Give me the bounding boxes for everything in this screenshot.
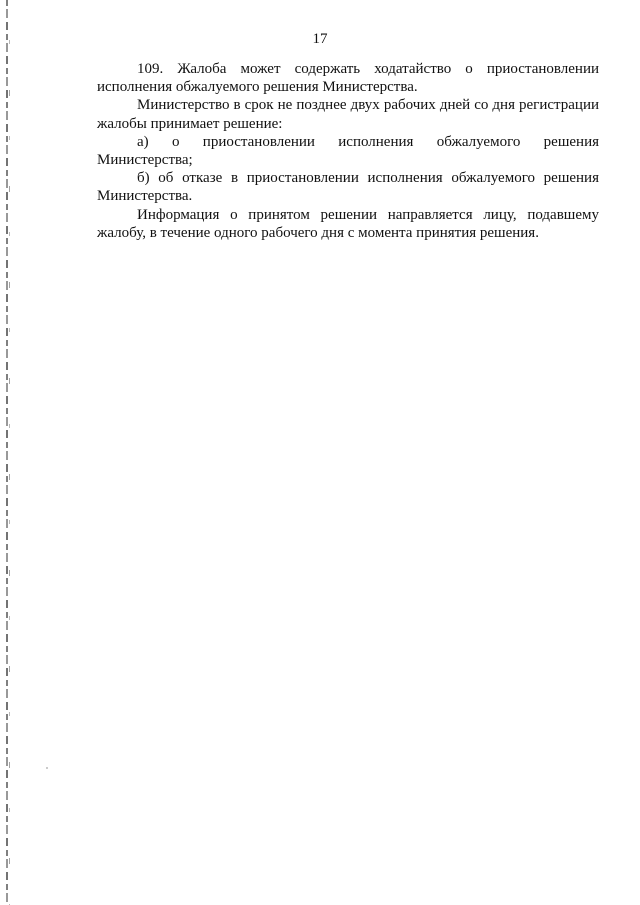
scan-binding-edge (6, 0, 8, 905)
page-number: 17 (312, 31, 328, 47)
document-body (97, 60, 599, 242)
scan-speck (46, 767, 48, 769)
paragraph-notification: Информация о принятом решении направляется лицу, подавшему жалобу, в течение одного рабочего дня с момента принятия решения. (97, 206, 599, 241)
paragraph-109: 109. Жалоба может содержать ходатайство о приостановлении исполнения обжалуемого решения Министерства. (97, 61, 599, 96)
scan-binding-edge-secondary (9, 0, 10, 905)
paragraph-option-a: а) о приостановлении исполнения обжалуемого решения Министерства; (97, 133, 599, 169)
paragraph-option-b: б) об отказе в приостановлении исполнения обжалуемого решения Министерства. (97, 170, 599, 205)
paragraph-decision-term: Министерство в срок не позднее двух рабочих дней со дня регистрации жалобы принимает решение: (97, 97, 599, 132)
